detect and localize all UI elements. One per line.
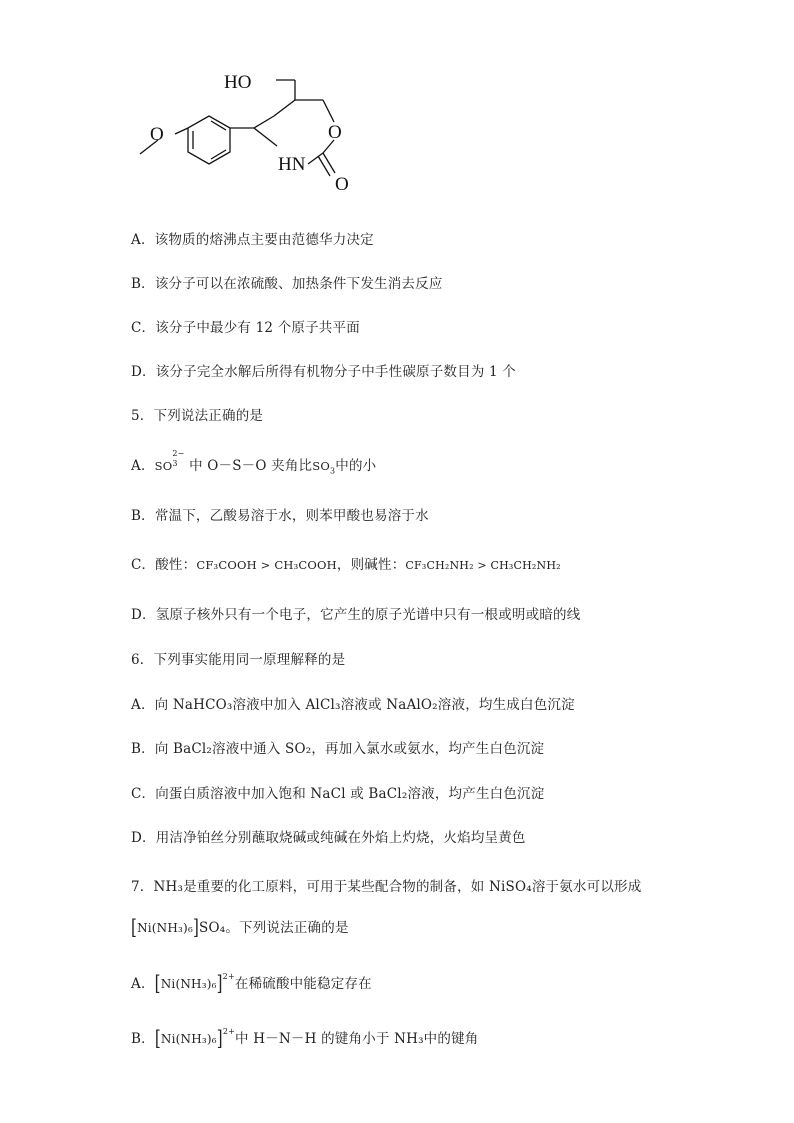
molecule-structure <box>130 58 370 208</box>
q4-option-b: B．该分子可以在浓硫酸、加热条件下发生消去反应 <box>131 276 443 292</box>
q6-option-d: D．用洁净铂丝分别蘸取烧碱或纯碱在外焰上灼烧，火焰均呈黄色 <box>131 830 526 846</box>
q5-option-c: C．酸性：CF₃COOH > CH₃COOH，则碱性：CF₃CH₂NH₂ > CH₃CH₂NH₂ <box>131 557 561 573</box>
methoxy-o-label: O <box>150 124 164 145</box>
nh-label: HN <box>278 154 306 175</box>
q6-option-b: B．向 BaCl₂溶液中通入 SO₂，再加入氯水或氨水，均产生白色沉淀 <box>131 741 545 757</box>
q7-stem-line1: 7．NH₃是重要的化工原料，可用于某些配合物的制备，如 NiSO₄溶于氨水可以形成 <box>131 879 642 895</box>
q6-stem: 6．下列事实能用同一原理解释的是 <box>131 652 346 668</box>
q7-option-b: B．$[Ni(NH_3)_6]^{2+}$中 H－N－H 的键角小于 NH₃中的键角 <box>131 1026 479 1052</box>
q7-option-a: A．$[Ni(NH_3)_6]^{2+}$在稀硫酸中能稳定存在 <box>131 971 372 997</box>
ring-oxygen-label: O <box>328 122 342 143</box>
q7-stem-line2: [Ni(NH₃)₆]SO₄。下列说法正确的是 <box>131 915 349 941</box>
benzene-ring <box>188 116 230 164</box>
hydroxyl-label: HO <box>224 72 252 93</box>
q6-option-a: A．向 NaHCO₃溶液中加入 AlCl₃溶液或 NaAlO₂溶液，均生成白色沉淀 <box>131 697 575 713</box>
q4-option-a: A．该物质的熔沸点主要由范德华力决定 <box>131 232 374 248</box>
q6-option-c: C．向蛋白质溶液中加入饱和 NaCl 或 BaCl₂溶液，均产生白色沉淀 <box>131 786 545 802</box>
carbonyl-oxygen-label: O <box>335 174 349 195</box>
ether-bond <box>175 128 188 134</box>
q4-option-d: D．该分子完全水解后所得有机物分子中手性碳原子数目为 1 个 <box>131 364 516 380</box>
q5-stem: 5．下列说法正确的是 <box>131 408 264 424</box>
q5-option-b: B．常温下，乙酸易溶于水，则苯甲酸也易溶于水 <box>131 508 429 524</box>
q5-option-d: D．氢原子核外只有一个电子，它产生的原子光谱中只有一根或明或暗的线 <box>131 607 581 623</box>
q4-option-c: C．该分子中最少有 12 个原子共平面 <box>131 320 360 336</box>
q5-option-a: A．SO 2− 3 中 O－S－O 夹角比$SO_3$中的小 <box>131 449 377 476</box>
